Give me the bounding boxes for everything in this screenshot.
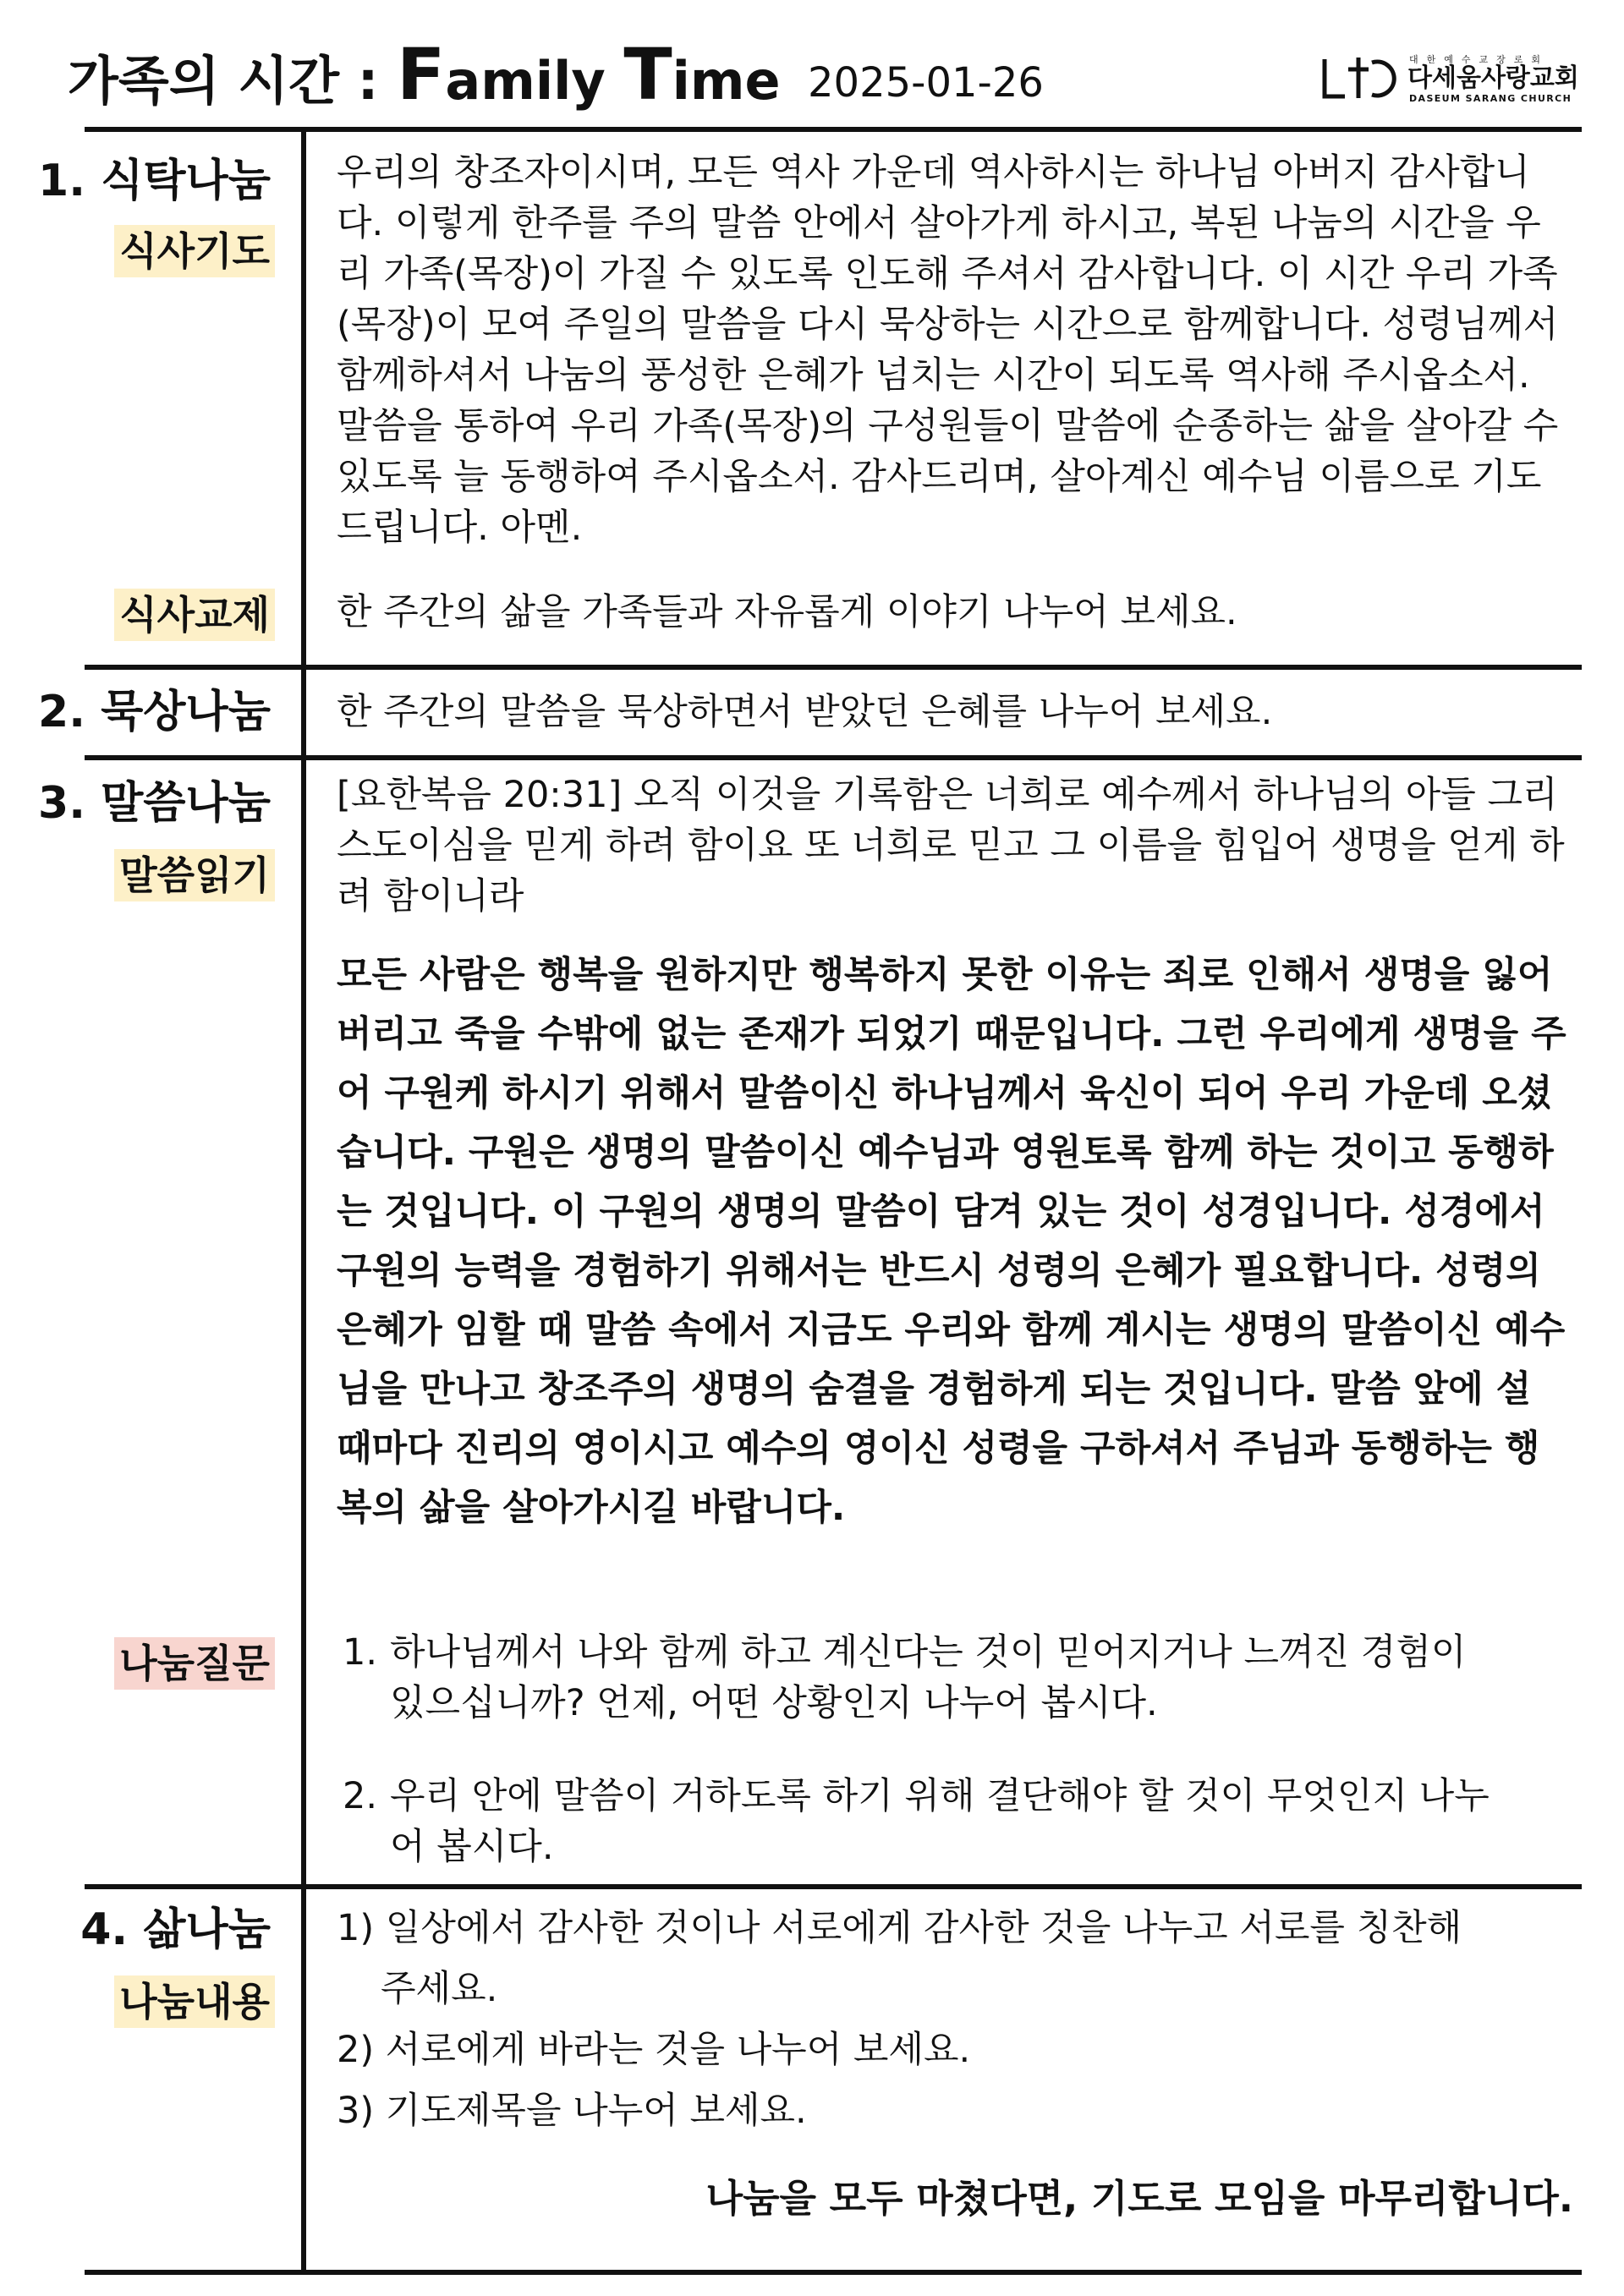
life-item-2: 2) 서로에게 바라는 것을 나누어 보세요. [337,2029,971,2071]
meal-prayer-text: 우리의 창조자이시며, 모든 역사 가운데 역사하시는 하나님 아버지 감사합니다. 이렇게 한주를 주의 말씀 안에서 살아가게 하시고, 복된 나눔의 시간을 우리 가족(목장)이 가질 수 있도록 인도해 주셔서 감사합니다. 이 시간 우리 가족(목장)이 모여 주일의 말씀을 다시 묵상하는 시간으로 함께합니다. 성령님께서 함께하셔서 나눔의 풍성한 은혜가 넘치는 시간이 되도록 역사해 주시옵소서. 말씀을 통하여 우리 가족(목장)의 구성원들이 말씀에 순종하는 삶을 살아갈 수 있도록 늘 동행하여 주시옵소서. 감사드리며, 살아계신 예수님 이름으로 기도드립니다. 아멘. [337,151,1559,549]
section-4-title: 4. 삶나눔 [80,1904,271,1955]
life-item-3: 3) 기도제목을 나누어 보세요. [337,2090,807,2132]
column-divider [301,129,306,2275]
section-3-title: 3. 말씀나눔 [38,778,271,829]
question-1-line-2: 있으십니까? 언제, 어떤 상황인지 나누어 봅시다. [390,1682,1158,1724]
bottom-divider [85,2270,1582,2275]
question-1-line-1: 하나님께서 나와 함께 하고 계신다는 것이 믿어지거나 느껴진 경험이 [390,1631,1467,1674]
question-2-number: 2. [343,1775,378,1817]
title-amily: amily [445,50,624,112]
title-ime: ime [672,50,781,112]
section-2-title: 2. 묵상나눔 [38,687,271,737]
section-1-title: 1. 식탁나눔 [38,156,271,206]
title-letter-f: F [397,33,446,116]
meditation-text: 한 주간의 말씀을 묵상하면서 받았던 은혜를 나누어 보세요. [337,691,1273,733]
question-1 [343,1627,1586,1729]
closing-note: 나눔을 모두 마쳤다면, 기도로 모임을 마무리합니다. [705,2176,1573,2221]
section-divider-1 [85,665,1582,670]
life-item-1-line-1: 1) 일상에서 감사한 것이나 서로에게 감사한 것을 나누고 서로를 칭찬해 [337,1907,1462,1949]
question-2-line-2: 어 봅시다. [390,1826,554,1868]
section-divider-3 [85,1884,1582,1889]
section-3-tag-questions: 나눔질문 [114,1637,275,1690]
church-logo [1320,52,1579,104]
section-4-tag-content: 나눔내용 [114,1975,275,2028]
question-1-number: 1. [343,1631,378,1674]
question-2-line-1: 우리 안에 말씀이 거하도록 하기 위해 결단해야 할 것이 무엇인지 나누 [390,1775,1490,1817]
section-divider-2 [85,755,1582,760]
title-letter-t: T [623,33,672,116]
header-divider [85,127,1582,132]
life-item-1-line-2: 주세요. [381,1968,498,2010]
scripture-text: [요한복음 20:31] 오직 이것을 기록함은 너희로 예수께서 하나님의 아들 그리스도이심을 믿게 하려 함이요 또 너희로 믿고 그 이름을 힘입어 생명을 얻게 하려 함이니라 [337,774,1565,918]
fellowship-text: 한 주간의 삶을 가족들과 자유롭게 이야기 나누어 보세요. [337,591,1237,633]
section-3-tag-reading: 말씀읽기 [114,849,275,901]
church-name-english: DASEUM SARANG CHURCH [1409,93,1572,104]
life-sharing-list [337,1903,1580,2136]
date: 2025-01-26 [808,59,1044,107]
page-title [68,33,781,116]
question-2 [343,1771,1586,1872]
church-name: 다세움사랑교회 [1407,63,1579,93]
church-logo-icon [1320,52,1404,103]
sermon-message: 모든 사람은 행복을 원하지만 행복하지 못한 이유는 죄로 인해서 생명을 잃어버리고 죽을 수밖에 없는 존재가 되었기 때문입니다. 그런 우리에게 생명을 주어 구원케 하시기 위해서 말씀이신 하나님께서 육신이 되어 우리 가운데 오셨습니다. 구원은 생명의 말씀이신 예수님과 영원토록 함께 하는 것이고 동행하는 것입니다. 이 구원의 생명의 말씀이 담겨 있는 것이 성경입니다. 성경에서 구원의 능력을 경험하기 위해서는 반드시 성령의 은혜가 필요합니다. 성령의 은혜가 임할 때 말씀 속에서 지금도 우리와 함께 계시는 생명의 말씀이신 예수님을 만나고 창조주의 생명의 숨결을 경험하게 되는 것입니다. 말씀 앞에 설 때마다 진리의 영이시고 예수의 영이신 성령을 구하셔서 주님과 동행하는 행복의 삶을 살아가시길 바랍니다. [337,954,1566,1529]
section-1-tag-fellowship: 식사교제 [114,589,275,641]
title-korean: 가족의 시간 : [68,50,398,112]
church-denomination: 대한예수교장로회 [1409,54,1550,65]
section-1-tag-prayer: 식사기도 [114,225,275,277]
